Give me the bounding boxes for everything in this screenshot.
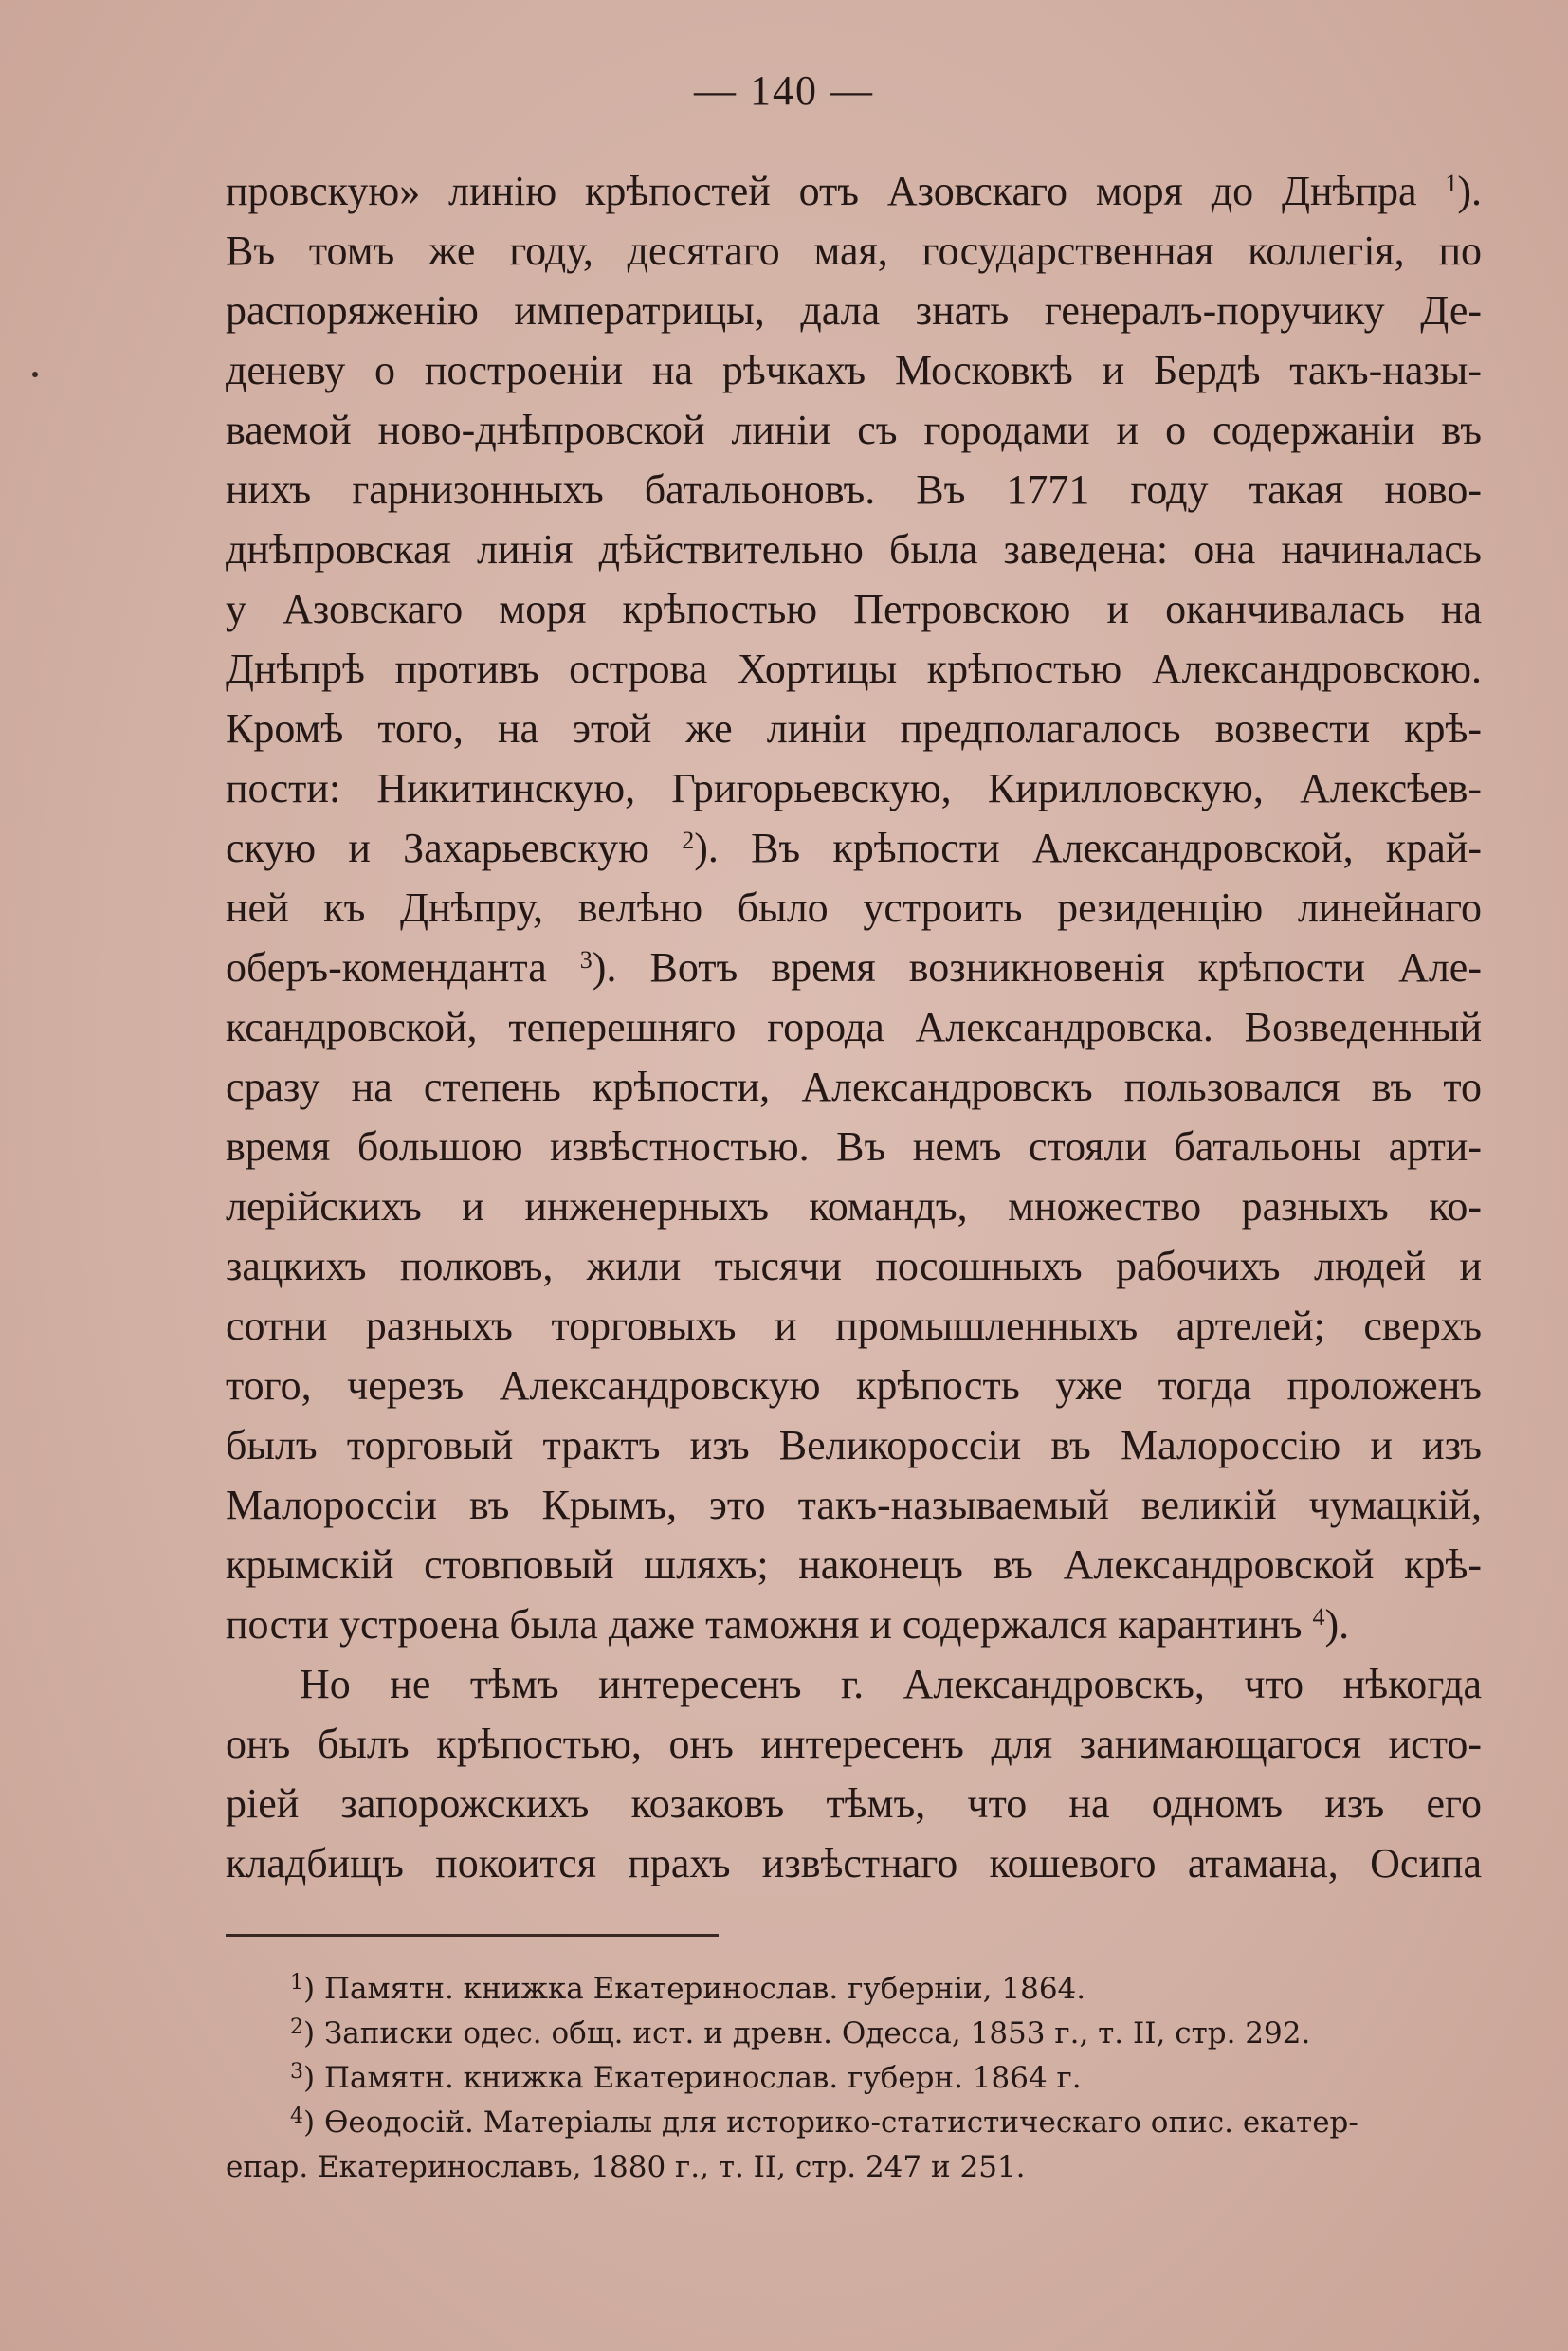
text-line [226, 1595, 1482, 1654]
footnote-text: епар. Екатеринославъ, 1880 г., т. II, стр. 247 и 251. [226, 2150, 1026, 2184]
line-text: Кромѣ того, на этой же линіи предполагалось возвести крѣ- [226, 705, 1482, 752]
text-line [226, 878, 1482, 938]
line-text: время большою извѣстностью. Въ немъ стояли батальоны арти- [226, 1123, 1482, 1170]
text-line [226, 1057, 1482, 1117]
line-text: Но не тѣмъ интересенъ г. Александровскъ, что нѣкогда [300, 1661, 1482, 1707]
footnote-text: ) Записки одес. общ. ист. и древн. Одесса, 1853 г., т. II, стр. 292. [303, 2016, 1311, 2050]
text-line [226, 758, 1482, 818]
line-text: нихъ гарнизонныхъ батальоновъ. Въ 1771 году такая ново- [226, 466, 1482, 513]
line-text: деневу о построеніи на рѣчкахъ Московкѣ и Бердѣ такъ-назы- [226, 347, 1482, 393]
text-line [226, 1475, 1482, 1535]
line-text: зацкихъ полковъ, жили тысячи посошныхъ рабочихъ людей и [226, 1243, 1482, 1289]
line-text: Малороссіи въ Крымъ, это такъ-называемый великій чумацкій, [226, 1482, 1482, 1528]
text-line [226, 1296, 1482, 1356]
line-text: былъ торговый трактъ изъ Великороссіи въ Малороссію и изъ [226, 1422, 1482, 1468]
footnote-reference: 2 [682, 827, 695, 854]
text-line [226, 1774, 1482, 1833]
footnote [226, 1967, 1482, 2012]
text-line [226, 818, 1482, 878]
text-line [226, 997, 1482, 1057]
line-text: крымскій стовповый шляхъ; наконецъ въ Александровской крѣ- [226, 1541, 1482, 1588]
text-line [226, 579, 1482, 639]
line-text-continued: ). [1324, 1601, 1350, 1648]
text-line [226, 1236, 1482, 1296]
line-text: кладбищъ покоится прахъ извѣстнаго кошевого атамана, Осипа [226, 1840, 1482, 1886]
line-text-continued: ). Вотъ время возникновенія крѣпости Але- [592, 944, 1482, 991]
footnote-text: ) Ѳеодосій. Матеріалы для историко-статистическаго опис. екатер- [303, 2105, 1358, 2140]
footnotes [226, 1967, 1482, 2190]
text-line [226, 1415, 1482, 1475]
text-line [226, 161, 1482, 221]
line-text: ней къ Днѣпру, велѣно было устроить резиденцію линейнаго [226, 884, 1482, 931]
text-line [226, 1833, 1482, 1893]
line-text: онъ былъ крѣпостью, онъ интересенъ для занимающагося исто- [226, 1721, 1482, 1767]
line-text-continued: ). [1457, 168, 1482, 214]
line-text: распоряженію императрицы, дала знать генералъ-поручику Де- [226, 287, 1482, 334]
footnote-reference: 4 [1312, 1603, 1325, 1631]
text-line [226, 221, 1482, 281]
text-line [226, 1714, 1482, 1774]
footnote-text: ) Памятн. книжка Екатеринослав. губерніи, 1864. [303, 1972, 1086, 2006]
text-line [226, 639, 1482, 699]
line-text: сразу на степень крѣпости, Александровскъ пользовался въ то [226, 1064, 1482, 1110]
page-number: — 140 — [694, 67, 874, 114]
footnote-mark: 1 [290, 1971, 303, 1995]
ink-speck [32, 372, 38, 377]
line-text: пости устроена была даже таможня и содержался карантинъ [226, 1601, 1313, 1648]
line-text: Въ томъ же году, десятаго мая, государственная коллегія, по [226, 228, 1482, 274]
footnote [226, 2012, 1482, 2056]
line-text: у Азовскаго моря крѣпостью Петровскою и оканчивалась на [226, 586, 1482, 632]
text-line [226, 1117, 1482, 1176]
line-text: оберъ-коменданта [226, 944, 580, 991]
line-text: ріей запорожскихъ козаковъ тѣмъ, что на одномъ изъ его [226, 1780, 1482, 1827]
text-line [226, 281, 1482, 340]
text-line [226, 938, 1482, 997]
text-line [226, 460, 1482, 519]
line-text: ваемой ново-днѣпровской линіи съ городами и о содержаніи въ [226, 407, 1482, 453]
footnote [226, 2145, 1482, 2190]
footnote-mark: 4 [290, 2105, 303, 2128]
footnote-reference: 1 [1445, 170, 1458, 197]
text-line [226, 400, 1482, 460]
line-text: пости: Никитинскую, Григорьевскую, Кирилловскую, Алексѣев- [226, 765, 1482, 811]
footnote-divider [226, 1934, 719, 1937]
footnote-text: ) Памятн. книжка Екатеринослав. губерн. 1864 г. [303, 2061, 1082, 2095]
text-line [226, 1176, 1482, 1236]
footnote [226, 2056, 1482, 2101]
line-text: сотни разныхъ торговыхъ и промышленныхъ артелей; сверхъ [226, 1303, 1482, 1349]
line-text: того, черезъ Александровскую крѣпость уже тогда проложенъ [226, 1362, 1482, 1409]
text-line [226, 1654, 1482, 1714]
line-text: лерійскихъ и инженерныхъ командъ, множество разныхъ ко- [226, 1183, 1482, 1230]
text-line [226, 340, 1482, 400]
footnote-reference: 3 [579, 946, 593, 974]
footnote-mark: 2 [290, 2015, 303, 2039]
footnote [226, 2101, 1482, 2145]
text-line [226, 699, 1482, 758]
line-text: скую и Захарьевскую [226, 825, 683, 871]
text-line [226, 1356, 1482, 1415]
footnote-mark: 3 [290, 2060, 303, 2084]
text-line [226, 519, 1482, 579]
line-text: Днѣпрѣ противъ острова Хортицы крѣпостью Александровскою. [226, 646, 1482, 692]
line-text: ксандровской, теперешняго города Александровска. Возведенный [226, 1004, 1482, 1050]
line-text: днѣпровская линія дѣйствительно была заведена: она начиналась [226, 526, 1482, 573]
main-text [226, 161, 1482, 1893]
line-text-continued: ). Въ крѣпости Александровской, край- [694, 825, 1482, 871]
text-line [226, 1535, 1482, 1595]
line-text: провскую» линію крѣпостей отъ Азовскаго моря до Днѣпра [226, 168, 1446, 214]
